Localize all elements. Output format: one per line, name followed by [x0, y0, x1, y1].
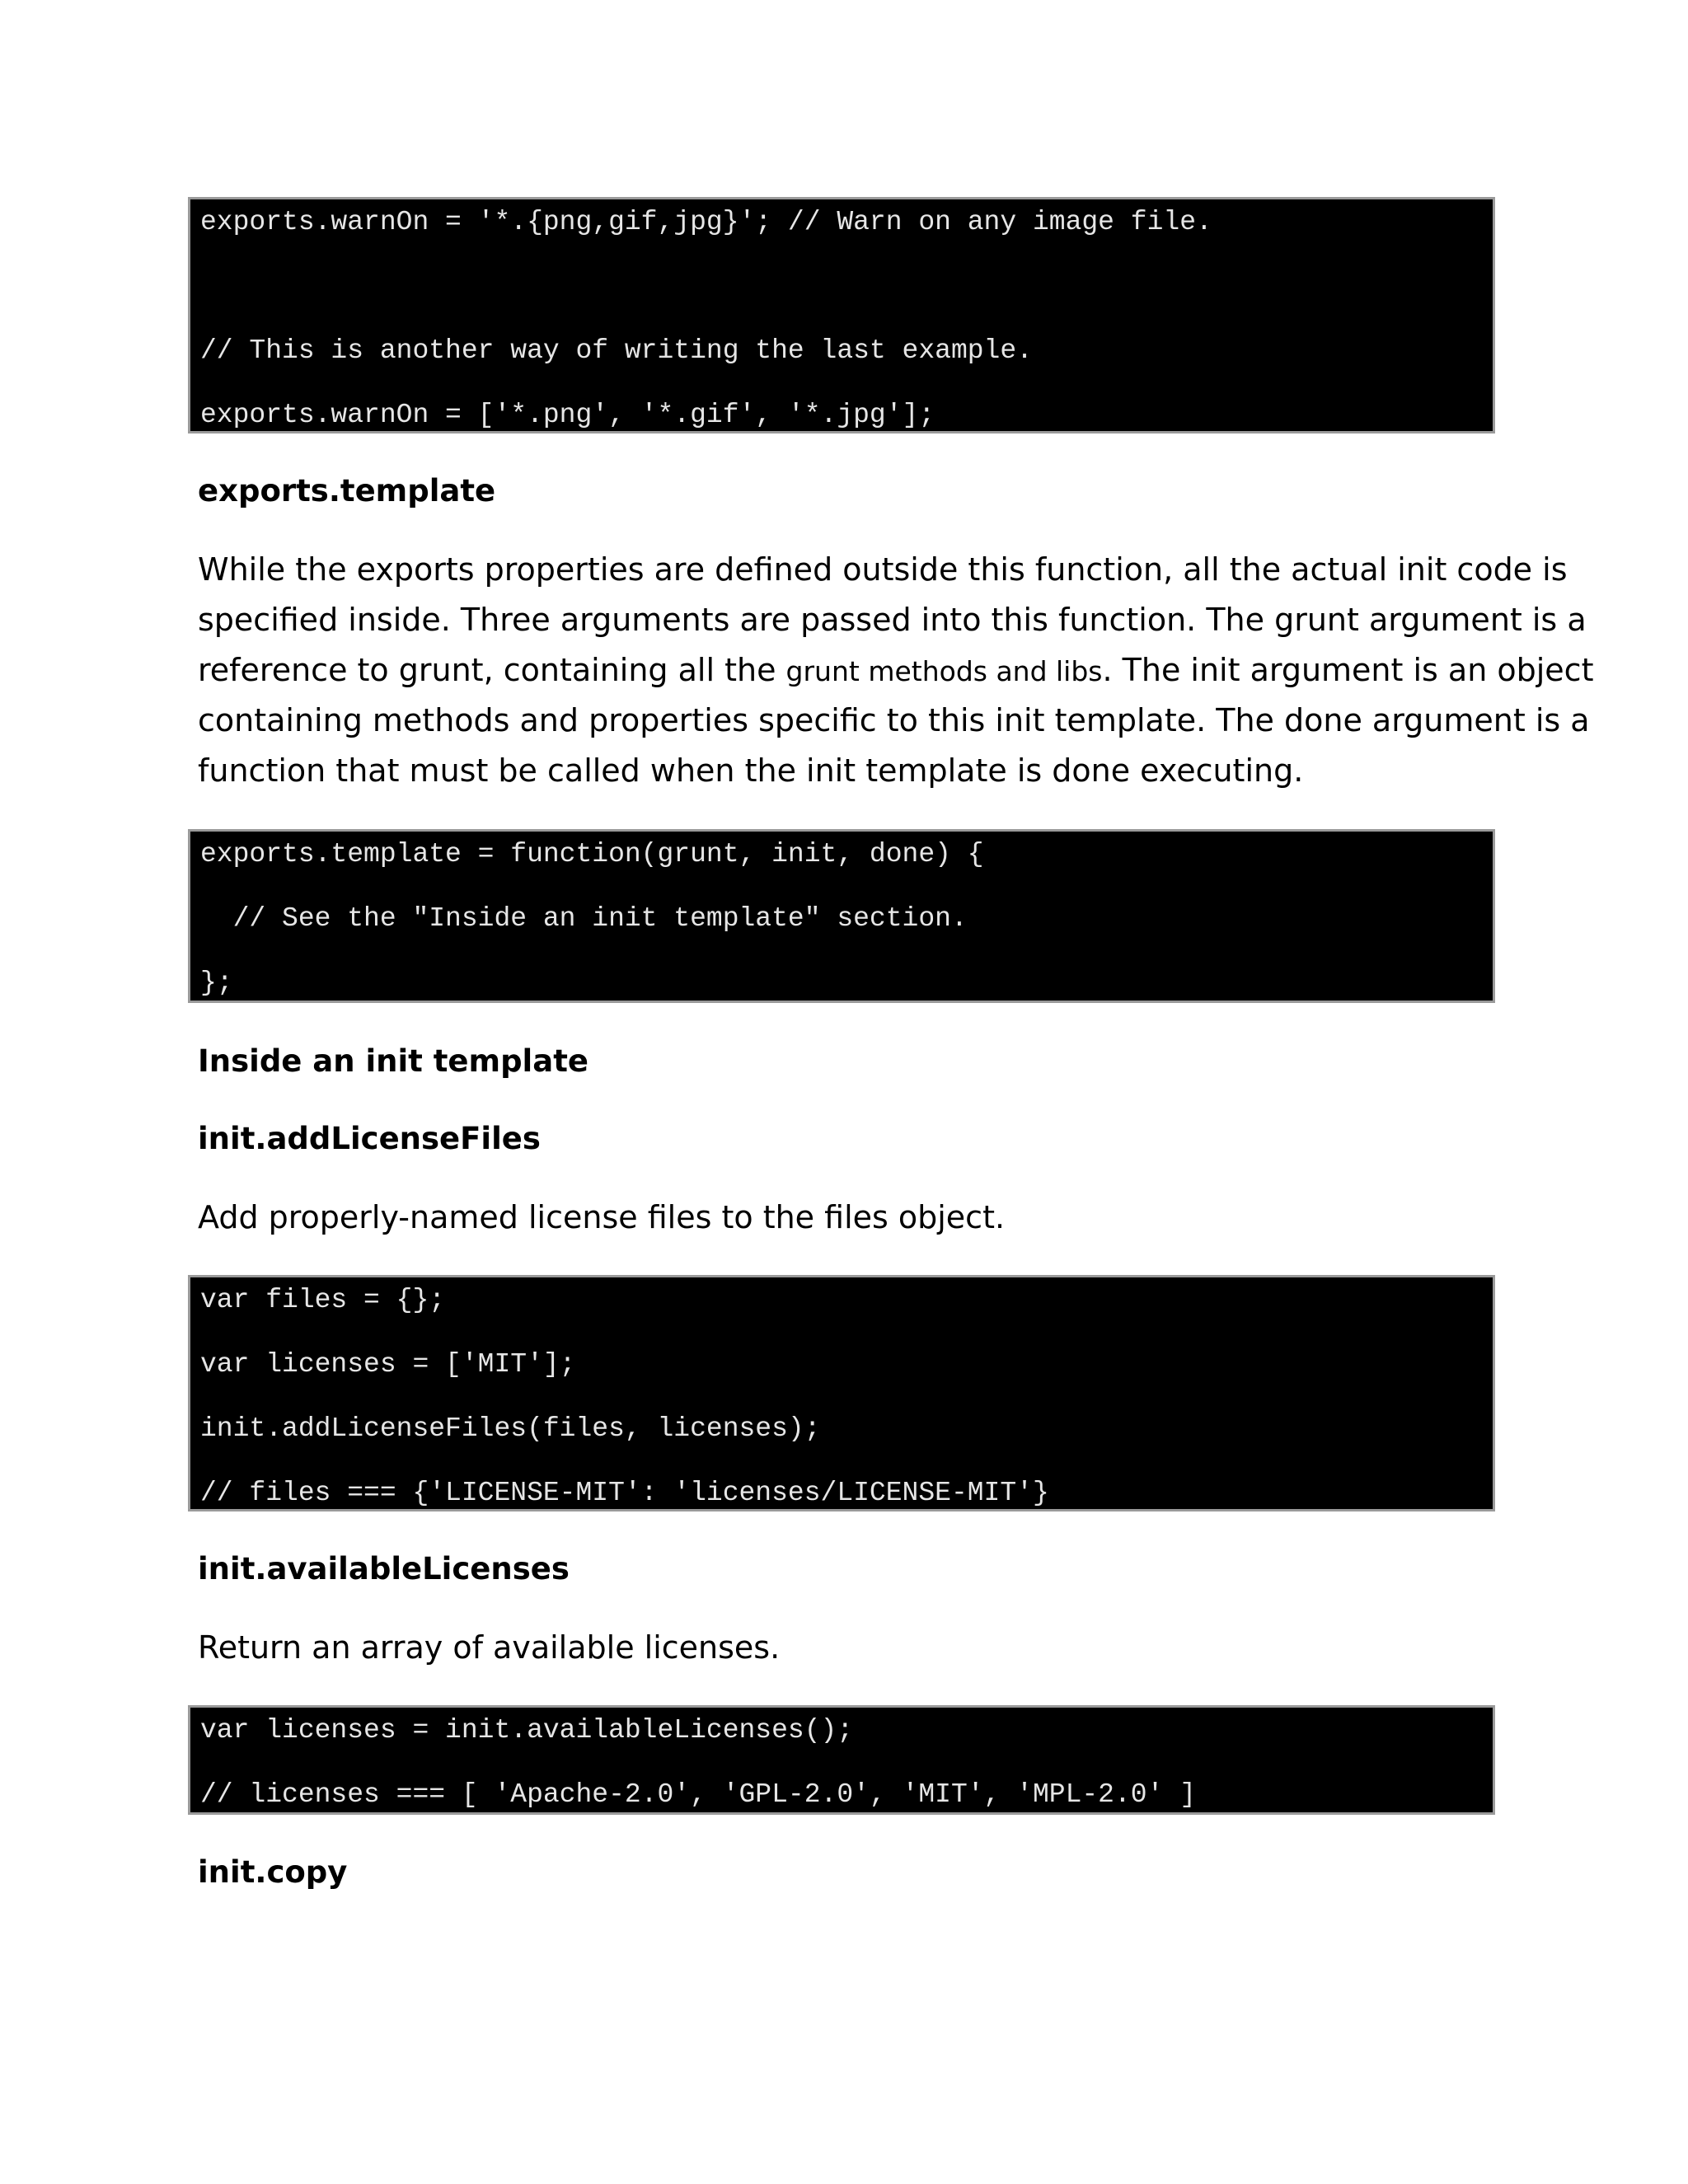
- code-line: };: [200, 968, 233, 998]
- code-line: var licenses = init.availableLicenses();: [200, 1715, 854, 1746]
- code-line: exports.template = function(grunt, init, done) {: [200, 839, 984, 869]
- code-line: // files === {'LICENSE-MIT': 'licenses/LICENSE-MIT'}: [200, 1478, 1049, 1508]
- paragraph-line: While the exports properties are defined outside this function, all the actual init code is: [198, 551, 1568, 588]
- paragraph-line: [198, 645, 1593, 696]
- code-line: exports.warnOn = ['*.png', '*.gif', '*.jpg'];: [200, 400, 935, 430]
- code-line: // This is another way of writing the last example.: [200, 335, 1033, 366]
- paragraph-text-small: grunt methods and libs: [785, 655, 1103, 687]
- section-heading: Inside an init template: [198, 1043, 588, 1079]
- code-line: var licenses = ['MIT'];: [200, 1349, 576, 1380]
- code-line: var files = {};: [200, 1285, 446, 1315]
- paragraph-line: containing methods and properties specific to this init template. The done argument is a: [198, 702, 1590, 738]
- paragraph-line: specified inside. Three arguments are passed into this function. The grunt argument is a: [198, 602, 1587, 638]
- code-line: // See the "Inside an init template" section.: [200, 903, 968, 934]
- section-heading: exports.template: [198, 473, 496, 509]
- code-block-warnon: [188, 197, 1495, 434]
- code-line: // licenses === [ 'Apache-2.0', 'GPL-2.0', 'MIT', 'MPL-2.0' ]: [200, 1779, 1196, 1810]
- paragraph-line: Return an array of available licenses.: [198, 1629, 781, 1666]
- code-block-template: [188, 829, 1495, 1003]
- section-heading: init.addLicenseFiles: [198, 1121, 541, 1156]
- paragraph-line: function that must be called when the init template is done executing.: [198, 752, 1304, 789]
- code-block-availablelicenses: [188, 1705, 1495, 1815]
- code-line: exports.warnOn = '*.{png,gif,jpg}'; // Warn on any image file.: [200, 207, 1212, 237]
- paragraph-line: Add properly-named license files to the files object.: [198, 1199, 1006, 1235]
- code-block-addlicensefiles: [188, 1275, 1495, 1511]
- code-line: init.addLicenseFiles(files, licenses);: [200, 1413, 821, 1444]
- section-heading: init.copy: [198, 1854, 348, 1890]
- paragraph-text: . The init argument is an object: [1102, 652, 1594, 688]
- paragraph-text: reference to grunt, containing all the: [198, 652, 786, 688]
- section-heading: init.availableLicenses: [198, 1551, 570, 1586]
